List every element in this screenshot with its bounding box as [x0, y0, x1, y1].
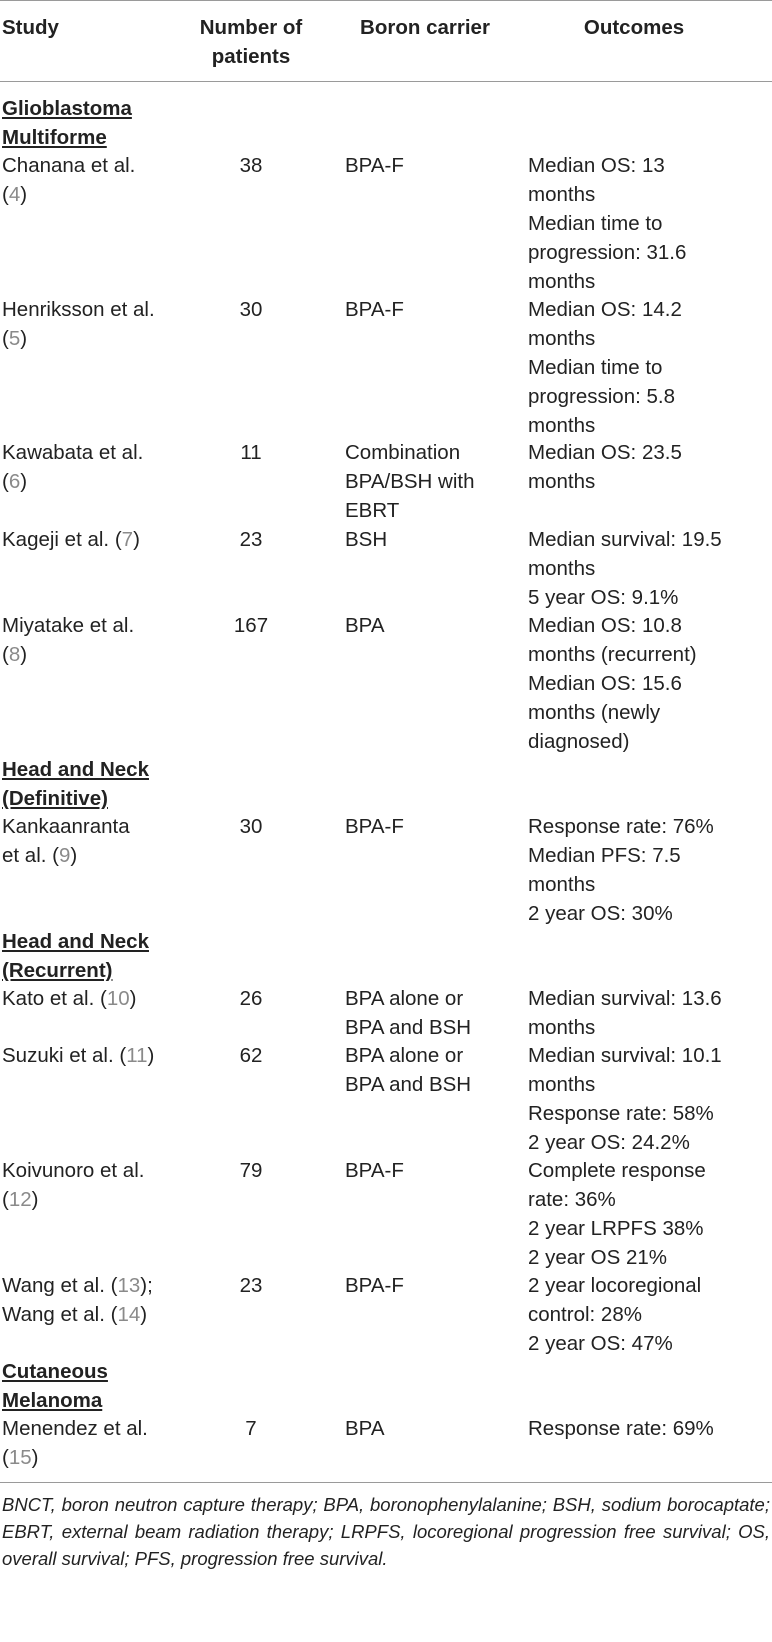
outcome-line: months [528, 327, 596, 350]
top-rule [0, 0, 772, 1]
outcome-line: Median OS: 14.2 [528, 298, 682, 321]
study-name: Kawabata et al. [2, 441, 144, 464]
outcome-line: months (recurrent) [528, 643, 697, 666]
section-title-melanoma-line2: Melanoma [2, 1389, 103, 1412]
outcome-line: Median OS: 23.5 [528, 441, 682, 464]
reference-link[interactable]: 13 [117, 1274, 141, 1297]
study-name: Koivunoro et al. [2, 1159, 145, 1182]
boron-carrier: BSH [345, 528, 388, 551]
header-carrier: Boron carrier [360, 16, 490, 39]
patient-count: 11 [240, 441, 262, 464]
boron-carrier: Combination [345, 441, 461, 464]
boron-carrier: BPA alone or [345, 1044, 464, 1067]
outcome-line: 2 year OS 21% [528, 1246, 668, 1269]
study-reference-line: (8) [2, 643, 28, 666]
patient-count: 7 [245, 1417, 257, 1440]
patient-count: 30 [239, 298, 263, 321]
patient-count: 23 [239, 1274, 263, 1297]
reference-link[interactable]: 6 [8, 470, 21, 493]
header-study: Study [2, 16, 59, 39]
outcome-line: Complete response [528, 1159, 706, 1182]
outcome-line: Median PFS: 7.5 [528, 844, 681, 867]
outcome-line: Median survival: 19.5 [528, 528, 722, 551]
section-title-gbm-line2: Multiforme [2, 126, 107, 149]
outcome-line: 5 year OS: 9.1% [528, 586, 679, 609]
section-title-melanoma-line1: Cutaneous [2, 1360, 108, 1383]
patient-count: 79 [239, 1159, 263, 1182]
boron-carrier: BPA alone or [345, 987, 464, 1010]
study-name-line2: et al. (9) [2, 844, 78, 867]
patient-count: 38 [239, 154, 263, 177]
reference-link[interactable]: 11 [126, 1044, 148, 1067]
footnote-rule [0, 1482, 772, 1483]
boron-carrier: BPA-F [345, 815, 404, 838]
reference-link[interactable]: 4 [8, 183, 21, 206]
reference-link[interactable]: 14 [117, 1303, 141, 1326]
outcome-line: 2 year LRPFS 38% [528, 1217, 704, 1240]
study-name: Chanana et al. [2, 154, 136, 177]
outcome-line: Response rate: 76% [528, 815, 714, 838]
outcome-line: Median survival: 10.1 [528, 1044, 722, 1067]
outcome-line: 2 year locoregional [528, 1274, 702, 1297]
study-name: Miyatake et al. [2, 614, 135, 637]
outcome-line: months [528, 873, 596, 896]
header-rule [0, 81, 772, 82]
section-title-hn-recurrent-line1: Head and Neck [2, 930, 149, 953]
outcome-line: months [528, 183, 596, 206]
study-reference-line: (6) [2, 470, 28, 493]
outcome-line: 2 year OS: 30% [528, 902, 673, 925]
outcome-line: months (newly [528, 701, 661, 724]
study-name: Kato et al. (10) [2, 987, 137, 1010]
section-title-gbm-line1: Glioblastoma [2, 97, 132, 120]
patient-count: 167 [233, 614, 269, 637]
outcome-line: months [528, 557, 596, 580]
study-name: Menendez et al. [2, 1417, 148, 1440]
study-name: Kankaanranta [2, 815, 130, 838]
outcome-line: Median time to [528, 356, 663, 379]
outcome-line: 2 year OS: 24.2% [528, 1131, 690, 1154]
section-title-hn-definitive-line1: Head and Neck [2, 758, 149, 781]
study-name: Wang et al. (13); [2, 1274, 153, 1297]
header-outcomes: Outcomes [583, 16, 685, 39]
boron-carrier: EBRT [345, 499, 400, 522]
header-patients-line2: patients [211, 45, 291, 68]
boron-carrier: BPA [345, 614, 385, 637]
reference-link[interactable]: 10 [106, 987, 130, 1010]
outcome-line: months [528, 414, 596, 437]
section-title-hn-recurrent-line2: (Recurrent) [2, 959, 113, 982]
outcome-line: Median survival: 13.6 [528, 987, 722, 1010]
patient-count: 30 [239, 815, 263, 838]
patient-count: 62 [239, 1044, 263, 1067]
outcome-line: control: 28% [528, 1303, 642, 1326]
outcome-line: Response rate: 58% [528, 1102, 714, 1125]
boron-carrier: BPA-F [345, 1159, 404, 1182]
header-patients-line1: Number of [199, 16, 303, 39]
study-name: Henriksson et al. [2, 298, 155, 321]
study-name: Suzuki et al. (11) [2, 1044, 155, 1067]
boron-carrier: BPA and BSH [345, 1016, 472, 1039]
outcome-line: diagnosed) [528, 730, 630, 753]
reference-link[interactable]: 9 [58, 844, 71, 867]
footnote: BNCT, boron neutron capture therapy; BPA, boronophenylalanine; BSH, sodium borocaptate; EBRT, external beam radiation therapy; LRPFS, locoregional progression free survival; OS, overall survival; PFS, progression free survival. [2, 1494, 770, 1569]
outcome-line: months [528, 470, 596, 493]
outcome-line: progression: 5.8 [528, 385, 676, 408]
study-reference-line: (4) [2, 183, 28, 206]
reference-link[interactable]: 12 [8, 1188, 32, 1211]
outcome-line: Response rate: 69% [528, 1417, 714, 1440]
outcome-line: months [528, 270, 596, 293]
patient-count: 26 [239, 987, 263, 1010]
outcome-line: Median OS: 10.8 [528, 614, 682, 637]
outcome-line: Median time to [528, 212, 663, 235]
reference-link[interactable]: 7 [121, 528, 134, 551]
section-title-hn-definitive-line2: (Definitive) [2, 787, 108, 810]
reference-link[interactable]: 15 [8, 1446, 32, 1469]
study-name-line2: Wang et al. (14) [2, 1303, 148, 1326]
patient-count: 23 [239, 528, 263, 551]
outcome-line: months [528, 1073, 596, 1096]
study-reference-line: (5) [2, 327, 28, 350]
boron-carrier: BPA [345, 1417, 385, 1440]
boron-carrier: BPA-F [345, 298, 404, 321]
outcome-line: months [528, 1016, 596, 1039]
outcome-line: 2 year OS: 47% [528, 1332, 673, 1355]
boron-carrier: BPA/BSH with [345, 470, 475, 493]
outcome-line: rate: 36% [528, 1188, 616, 1211]
boron-carrier: BPA and BSH [345, 1073, 472, 1096]
reference-link[interactable]: 8 [8, 643, 21, 666]
reference-link[interactable]: 5 [8, 327, 21, 350]
outcome-line: Median OS: 15.6 [528, 672, 682, 695]
boron-carrier: BPA-F [345, 154, 404, 177]
outcome-line: progression: 31.6 [528, 241, 687, 264]
boron-carrier: BPA-F [345, 1274, 404, 1297]
outcome-line: Median OS: 13 [528, 154, 665, 177]
study-reference-line: (12) [2, 1188, 39, 1211]
study-name: Kageji et al. (7) [2, 528, 140, 551]
study-reference-line: (15) [2, 1446, 39, 1469]
